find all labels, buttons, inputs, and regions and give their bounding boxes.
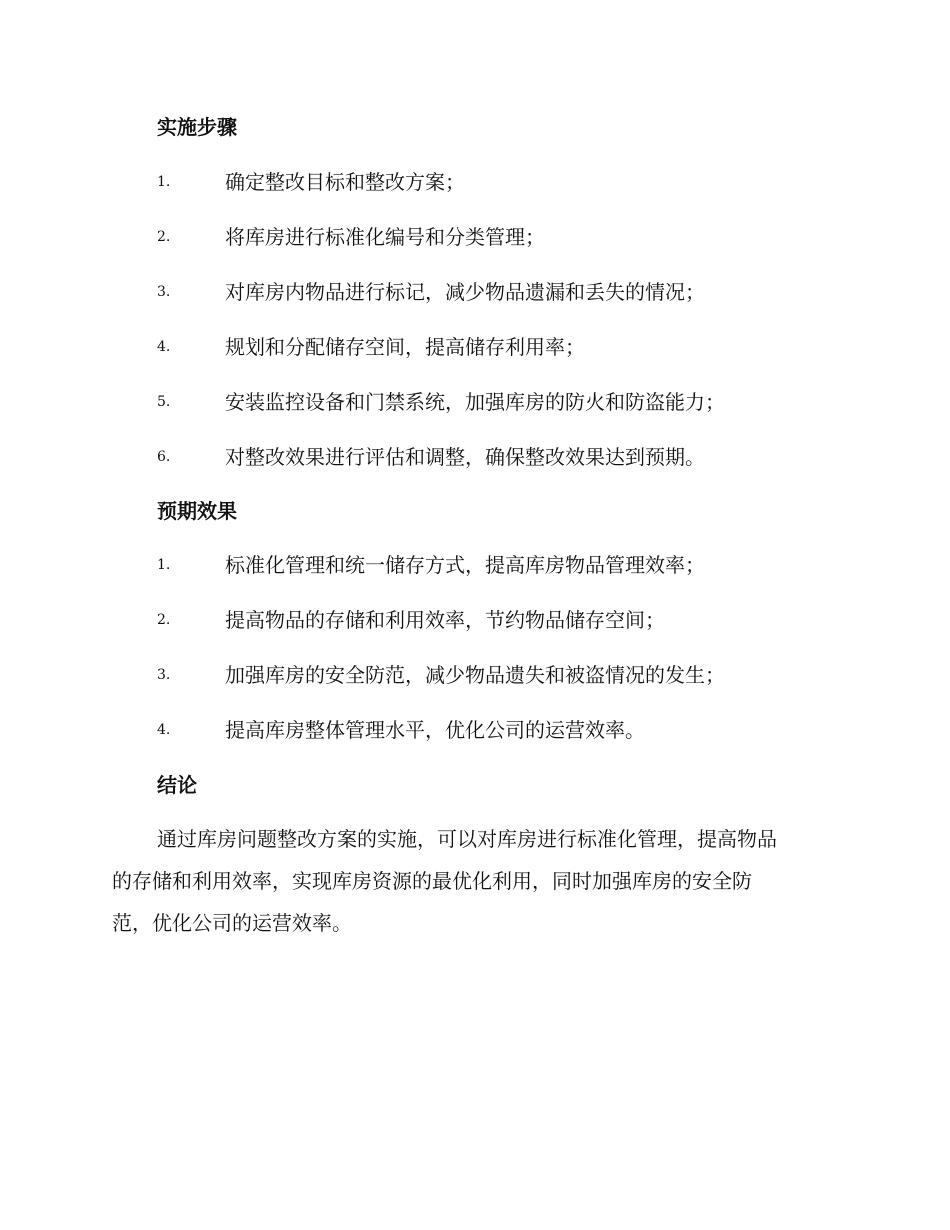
list-item-text: 提高物品的存储和利用效率，节约物品储存空间； [225, 608, 665, 632]
list-item-number: 3. [157, 284, 171, 300]
section-heading-conclusion: 结论 [157, 773, 197, 797]
list-item [157, 443, 857, 471]
list-item-number: 3. [157, 667, 171, 683]
list-item-number: 1. [157, 174, 171, 190]
list-item [157, 606, 857, 634]
list-item-text: 规划和分配储存空间，提高储存利用率； [225, 335, 585, 359]
list-item-number: 6. [157, 449, 171, 465]
list-item [157, 333, 857, 361]
section-heading-implementation-steps: 实施步骤 [157, 115, 237, 139]
list-item [157, 168, 857, 196]
list-item-number: 2. [157, 612, 171, 628]
list-item [157, 661, 857, 689]
list-item-number: 2. [157, 229, 171, 245]
list-item [157, 388, 857, 416]
list-item [157, 716, 857, 744]
list-item [157, 278, 857, 306]
conclusion-paragraph-line: 范，优化公司的运营效率。 [112, 911, 352, 935]
list-item-number: 4. [157, 722, 171, 738]
conclusion-paragraph-line: 的存储和利用效率，实现库房资源的最优化利用，同时加强库房的安全防 [112, 869, 752, 893]
list-item-text: 对整改效果进行评估和调整，确保整改效果达到预期。 [225, 445, 705, 469]
list-item [157, 223, 857, 251]
list-item-text: 加强库房的安全防范，减少物品遗失和被盗情况的发生； [225, 663, 725, 687]
list-item-text: 将库房进行标准化编号和分类管理； [225, 225, 545, 249]
list-item-text: 确定整改目标和整改方案； [225, 170, 465, 194]
conclusion-paragraph-line: 通过库房问题整改方案的实施，可以对库房进行标准化管理，提高物品 [157, 827, 777, 851]
list-item-number: 4. [157, 339, 171, 355]
list-item [157, 551, 857, 579]
list-item-text: 对库房内物品进行标记，减少物品遗漏和丢失的情况； [225, 280, 705, 304]
list-item-text: 安装监控设备和门禁系统，加强库房的防火和防盗能力； [225, 390, 725, 414]
list-item-number: 1. [157, 557, 171, 573]
list-item-text: 标准化管理和统一储存方式，提高库房物品管理效率； [225, 553, 705, 577]
list-item-number: 5. [157, 394, 171, 410]
section-heading-expected-results: 预期效果 [157, 499, 237, 523]
list-item-text: 提高库房整体管理水平，优化公司的运营效率。 [225, 718, 645, 742]
